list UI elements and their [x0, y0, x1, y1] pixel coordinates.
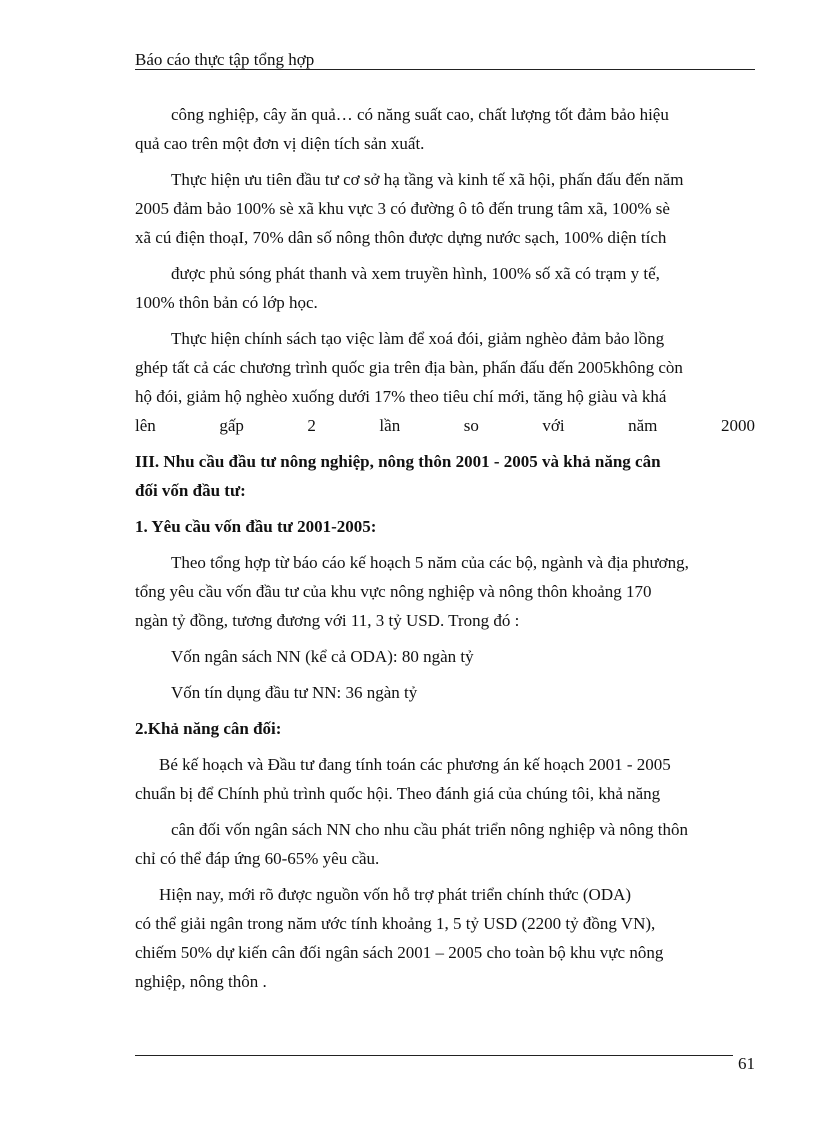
word: 2000 [720, 416, 755, 435]
text-line: tổng yêu cầu vốn đầu tư của khu vực nông nghiệp và nông thôn khoảng 170 [135, 582, 652, 601]
word: 2 [307, 416, 316, 435]
section-heading: III. Nhu cầu đầu tư nông nghiệp, nông thôn 2001 - 2005 và khả năng cân [135, 452, 661, 471]
text-line: ngàn tỷ đồng, tương đương với 11, 3 tỷ USD. Trong đó : [135, 611, 520, 630]
word: lần [379, 416, 401, 435]
text-line: công nghiệp, cây ăn quả… có năng suất cao, chất lượng tốt đảm bảo hiệu [171, 105, 669, 124]
text-line: Thực hiện chính sách tạo việc làm để xoá đói, giảm nghèo đảm bảo lồng [171, 329, 665, 348]
text-line: Hiện nay, mới rõ được nguồn vốn hỗ trợ phát triển chính thức (ODA) [159, 885, 632, 904]
text-line: chiếm 50% dự kiến cân đối ngân sách 2001 – 2005 cho toàn bộ khu vực nông [135, 943, 664, 962]
text-line: 2005 đảm bảo 100% sè xã khu vực 3 có đường ô tô đến trung tâm xã, 100% sè [135, 199, 670, 218]
document-body [135, 100, 755, 996]
header-divider [135, 69, 755, 70]
text-line: hộ đói, giảm hộ nghèo xuống dưới 17% theo tiêu chí mới, tăng hộ giàu và khá [135, 387, 667, 406]
text-line: Theo tổng hợp từ báo cáo kế hoạch 5 năm của các bộ, ngành và địa phương, [171, 553, 689, 572]
subsection-heading: 1. Yêu cầu vốn đầu tư 2001-2005: [135, 517, 377, 536]
page-number: 61 [738, 1054, 755, 1073]
text-line: cân đối vốn ngân sách NN cho nhu cầu phát triển nông nghiệp và nông thôn [171, 820, 688, 839]
footer-divider [135, 1055, 733, 1056]
section-heading: đối vốn đầu tư: [135, 481, 246, 500]
word: gấp [219, 416, 244, 435]
word: năm [628, 416, 658, 435]
text-line: Bé kế hoạch và Đầu tư đang tính toán các phương án kế hoạch 2001 - 2005 [159, 755, 671, 774]
text-line: được phủ sóng phát thanh và xem truyền hình, 100% số xã có trạm y tế, [171, 264, 660, 283]
text-line: chỉ có thể đáp ứng 60-65% yêu cầu. [135, 849, 380, 868]
list-item: Vốn tín dụng đầu tư NN: 36 ngàn tỷ [171, 683, 418, 702]
text-line: xã cú điện thoạI, 70% dân số nông thôn được dựng nước sạch, 100% diện tích [135, 228, 667, 247]
text-line: có thể giải ngân trong năm ước tính khoảng 1, 5 tỷ USD (2200 tỷ đồng VN), [135, 914, 656, 933]
text-line: chuẩn bị để Chính phủ trình quốc hội. Theo đánh giá của chúng tôi, khả năng [135, 784, 661, 803]
subsection-heading: 2.Khả năng cân đối: [135, 719, 282, 738]
text-line: Thực hiện ưu tiên đầu tư cơ sở hạ tầng và kinh tế xã hội, phấn đấu đến năm [171, 170, 684, 189]
text-line: ghép tất cả các chương trình quốc gia trên địa bàn, phấn đấu đến 2005không còn [135, 358, 683, 377]
running-header: Báo cáo thực tập tổng hợp [135, 50, 315, 69]
list-item: Vốn ngân sách NN (kể cả ODA): 80 ngàn tỷ [171, 647, 474, 666]
word: với [542, 416, 565, 435]
word: so [463, 416, 479, 435]
word: lên [135, 416, 156, 435]
text-line: nghiệp, nông thôn . [135, 972, 267, 991]
text-line: 100% thôn bản có lớp học. [135, 293, 318, 312]
text-line-justified [135, 411, 755, 440]
text-line: quả cao trên một đơn vị diện tích sản xuất. [135, 134, 425, 153]
